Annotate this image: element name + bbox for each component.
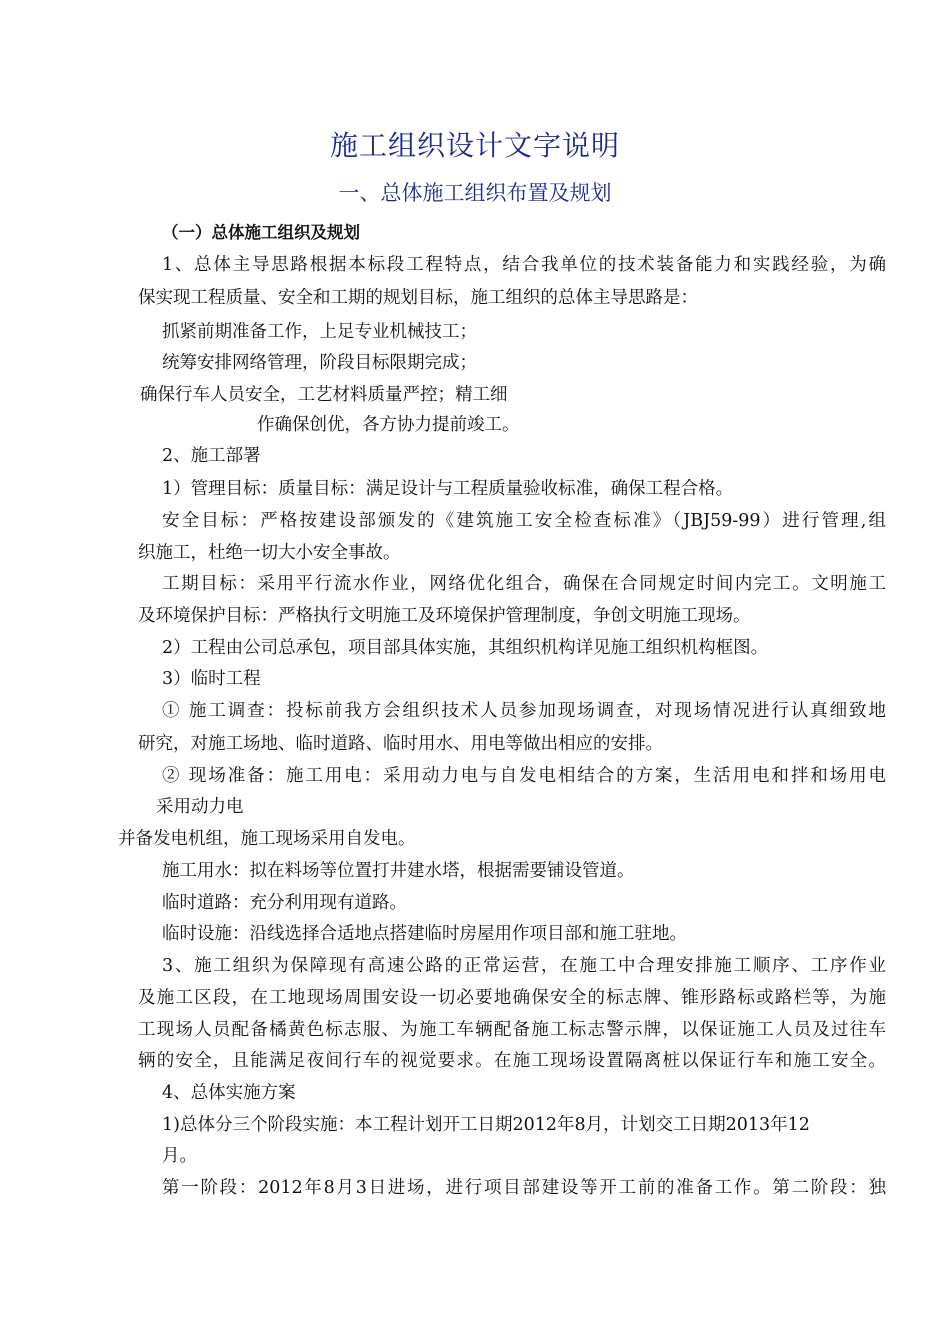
paragraph-line: 织施工，杜绝一切大小安全事故。	[138, 543, 401, 563]
paragraph-line: 施工用水：拟在料场等位置打井建水塔，根据需要铺设管道。	[162, 861, 635, 881]
paragraph-line: 1)总体分三个阶段实施：本工程计划开工日期2012年8月，计划交工日期2013年12	[162, 1115, 810, 1135]
paragraph-line: 确保行车人员安全，工艺材料质量严控；精工细	[140, 385, 508, 405]
paragraph-line: 3）临时工程	[162, 669, 261, 689]
document-title: 施工组织设计文字说明	[329, 129, 620, 162]
paragraph-line: 临时道路：充分利用现有道路。	[162, 893, 407, 913]
paragraph-line: 月。	[162, 1146, 197, 1166]
paragraph-line: ② 现场准备：施工用电：采用动力电与自发电相结合的方案，生活用电和拌和场用电	[162, 766, 886, 786]
paragraph-line: 及施工区段，在工地现场周围安设一切必要地确保安全的标志牌、锥形路标或路栏等，为施	[138, 988, 886, 1008]
paragraph-line: 抓紧前期准备工作，上足专业机械技工；	[162, 322, 477, 342]
paragraph-line: 并备发电机组，施工现场采用自发电。	[118, 829, 416, 849]
paragraph-line: 1、总体主导思路根据本标段工程特点，结合我单位的技术装备能力和实践经验，为确	[162, 255, 886, 275]
paragraph-line: 辆的安全，且能满足夜间行车的视觉要求。在施工现场设置隔离桩以保证行车和施工安全。	[138, 1051, 886, 1071]
paragraph-line: 2、施工部署	[162, 446, 261, 466]
section-heading: 一、总体施工组织布置及规划	[338, 181, 612, 205]
paragraph-line: 研究，对施工场地、临时道路、临时用水、用电等做出相应的安排。	[138, 734, 663, 754]
paragraph-line: 作确保创优，各方协力提前竣工。	[257, 415, 520, 435]
paragraph-line: 4、总体实施方案	[162, 1083, 296, 1103]
paragraph-line: ① 施工调查：投标前我方会组织技术人员参加现场调查，对现场情况进行认真细致地	[162, 701, 886, 721]
paragraph-line: 1）管理目标：质量目标：满足设计与工程质量验收标准，确保工程合格。	[162, 479, 734, 499]
paragraph-line: 及环境保护目标：严格执行文明施工及环境保护管理制度，争创文明施工现场。	[138, 606, 751, 626]
paragraph-line: 2）工程由公司总承包，项目部具体实施，其组织机构详见施工组织机构框图。	[162, 638, 769, 658]
paragraph-line: 3、施工组织为保障现有高速公路的正常运营，在施工中合理安排施工顺序、工序作业	[162, 956, 886, 976]
paragraph-line: 保实现工程质量、安全和工期的规划目标，施工组织的总体主导思路是：	[138, 288, 698, 308]
paragraph-line: 工现场人员配备橘黄色标志服、为施工车辆配备施工标志警示牌，以保证施工人员及过往车	[138, 1020, 886, 1040]
paragraph-line: 工期目标：采用平行流水作业，网络优化组合，确保在合同规定时间内完工。文明施工	[162, 574, 886, 594]
paragraph-line: 第一阶段：2012年8月3日进场，进行项目部建设等开工前的准备工作。第二阶段：独	[162, 1178, 886, 1198]
paragraph-line: 采用动力电	[156, 797, 244, 817]
paragraph-line: 统筹安排网络管理，阶段目标限期完成；	[162, 353, 477, 373]
subsection-heading: （一）总体施工组织及规划	[162, 223, 360, 242]
paragraph-line: 安全目标：严格按建设部颁发的《建筑施工安全检查标准》（JBJ59-99）进行管理,组	[162, 511, 886, 531]
paragraph-line: 临时设施：沿线选择合适地点搭建临时房屋用作项目部和施工驻地。	[162, 924, 687, 944]
